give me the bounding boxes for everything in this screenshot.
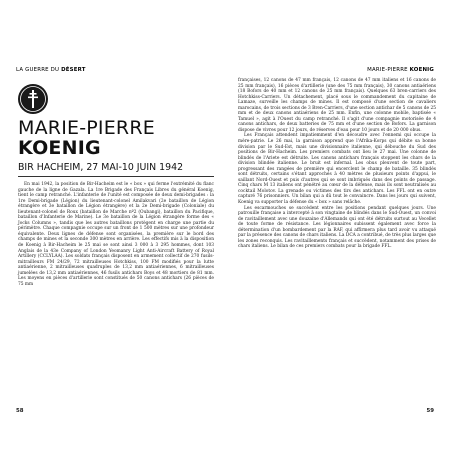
chapter-subtitle: BIR HACHEIM, 27 MAI-10 JUIN 1942 (18, 162, 184, 173)
running-head-right-plain: MARIE-PIERRE (367, 67, 410, 73)
right-page (236, 62, 436, 432)
page-number-left: 58 (16, 408, 24, 414)
running-head-right (236, 67, 434, 73)
paragraph: En mai 1942, la position de Bir-Hacheim est le « box » qui ferme l'extrémité du flanc gauche de la ligne de Gazala. La 1re Brigade des Français Libres du général Koenig, tient le camp retranché. L'infanterie de l'unité est composée de deux demi-brigades : la 1re Demi-brigade (Légion) du lieutenant-colonel Amilakvari (2e bataillon de Légion étrangère et 3e bataillon de Légion étrangère) et la 2e Demi-brigade (Coloniale) du lieutenant-colonel de Roux (bataillon de Marche nº2 (Oubangi), bataillon du Pacifique, bataillon d'Infanterie de Marine). Le 3e bataillon de la Légion étrangère forme des « Jocks Columns », tandis que les autres bataillons protègent en charge une partie du périmètre. Chaque compagnie occupe sur un front de 1 500 mètres sur une profondeur équivalente. Deux lignes de défense sont organisées, la première sur le bord des champs de mines et la seconde 300 mètres en arrière. Les effectifs mis à la disposition de Koenig à Bir-Hacheim le 25 mai se sont ainsi 3 000 à 3 295 hommes, dont 103 Anglais de la 43e Company of London Yeomanry Light Anti-Aircraft Battery of Royal Artillery (CCLYLAA). Les soldats français disposent en armement collectif de 270 fusils-mitrailleurs FM 24/29, 72 mitrailleuses Hotchkiss, 100 FM modifiés pour la lutte antiaérienne, 2 mitrailleuses quadruples de 13,2 mm antiaériennes, 6 mitrailleuses jumelées de 13,2 mm antiaériennes, 46 fusils antichars Boys et 48 mortiers de 81 mm. Les moyens en pièces d'artillerie sont constitués de 50 canons antichars (26 pièces de 75 mm (18, 182, 214, 287)
chapter-title-line2: KOENIG (18, 137, 101, 159)
title-divider (18, 176, 214, 177)
page-number-right: 59 (426, 408, 434, 414)
running-head-left-plain: LA GUERRE DU (16, 67, 62, 73)
chapter-title-line1: MARIE-PIERRE (18, 117, 155, 139)
right-body-text (238, 78, 436, 250)
running-head-left-bold: DÉSERT (61, 67, 86, 73)
paragraph: françaises, 12 canons de 47 mm français, 12 canons de 47 mm italiens et 16 canons de 25 mm français), 16 pièces d'artillerie (une des 75 mm français), 30 canons antiaériens (18 Bofors de 40 mm et 12 canons de 25 mm français). Quelques 63 bren-carriers des Hotchkiss-Carriers. Un détachement, placé sous le commandement du capitaine de Lamaze, surveille les champs de mines. Il est composé d'une section de cavaliers marocains, de trois sections de 3 Bren-Carriers, d'une section antichar de 5 canons de 25 mm et de deux canons antiaériens de 25 mm. Enfin, une colonne mobile, baptisée « Tamuel », agit à l'Ouest du camp retranché. Il s'agit d'une compagnie motorisée de 4 canons antichars, de deux batteries de 75 mm et d'une section de Bofors. La garnison dispose de vivres pour 12 jours, de réserves d'eau pour 10 jours et de 20 000 obus. (238, 78, 436, 133)
left-page (16, 62, 216, 432)
cross-of-lorraine-icon (18, 84, 48, 114)
paragraph: Les escarmouches se succèdent entre les positions pendant quelques jours. Une patrouille française a intercepté à son vingtaine de blindés dans le Sud-Ouest, un convoi de ravitaillement avec une douzaine d'Allemands qui ont été détruits surtout au Vecellet de toute forme de résistance. Les légionnaires subissent également avec force la détermination d'un bombardement par la RAF, qui affirmera plus tard avoir vu attaqué par la présence des canons de chars italiens. La DCA a contribué, de très plus larges que les zones reconquis. Les ravitaillements français et succèdent, notamment des prises de chars italiens. Le bilan de ces premiers combats pour la brigade FFL. (238, 205, 436, 250)
paragraph: Les Français attendent impatiemment d'en découdre avec l'ennemi qui occupe la mère-patrie. Le 26 mai, la garnison apprend que l'Afrika-Korps qui débite sa bonne division par le Sud-Est, mais une divisionnaire italienne, qui débouche du Sud des positions de Bir-Hacheim. Les premiers combats ont lieu le 27 mai. Une colonne de blindés de l'Ariete est détruite. Les canons antichars français stoppent les chars de la division blindée italienne. Le bruit est infernal. Les obus pleuvent de toute part, progressant des rangées de première qui encerclent le champ de bataille. 35 blindés sont détruits, certains s'étant approchés à 40 mètres de plusieurs points d'appui, le saillant Nord-Ouest et puis d'autres qui se sont imbriqués dans des points de passage. Cinq chars M 13 italiens ont pénétré au cœur de la défense, mais ils sont neutralisés au cocktail Molotov. La grenade ou victimes des tirs des antichars. Les FFL ont en outre capturé 76 prisonniers. Un bilan qui a dû tout le convaincre. Dans les jours qui suivent, Koenig va supporter la défense du « box » sans relâche. (238, 133, 436, 206)
running-head-left (16, 67, 212, 73)
running-head-right-bold: KOENIG (409, 67, 434, 73)
left-body-text (18, 182, 214, 287)
chapter-title (18, 118, 214, 158)
